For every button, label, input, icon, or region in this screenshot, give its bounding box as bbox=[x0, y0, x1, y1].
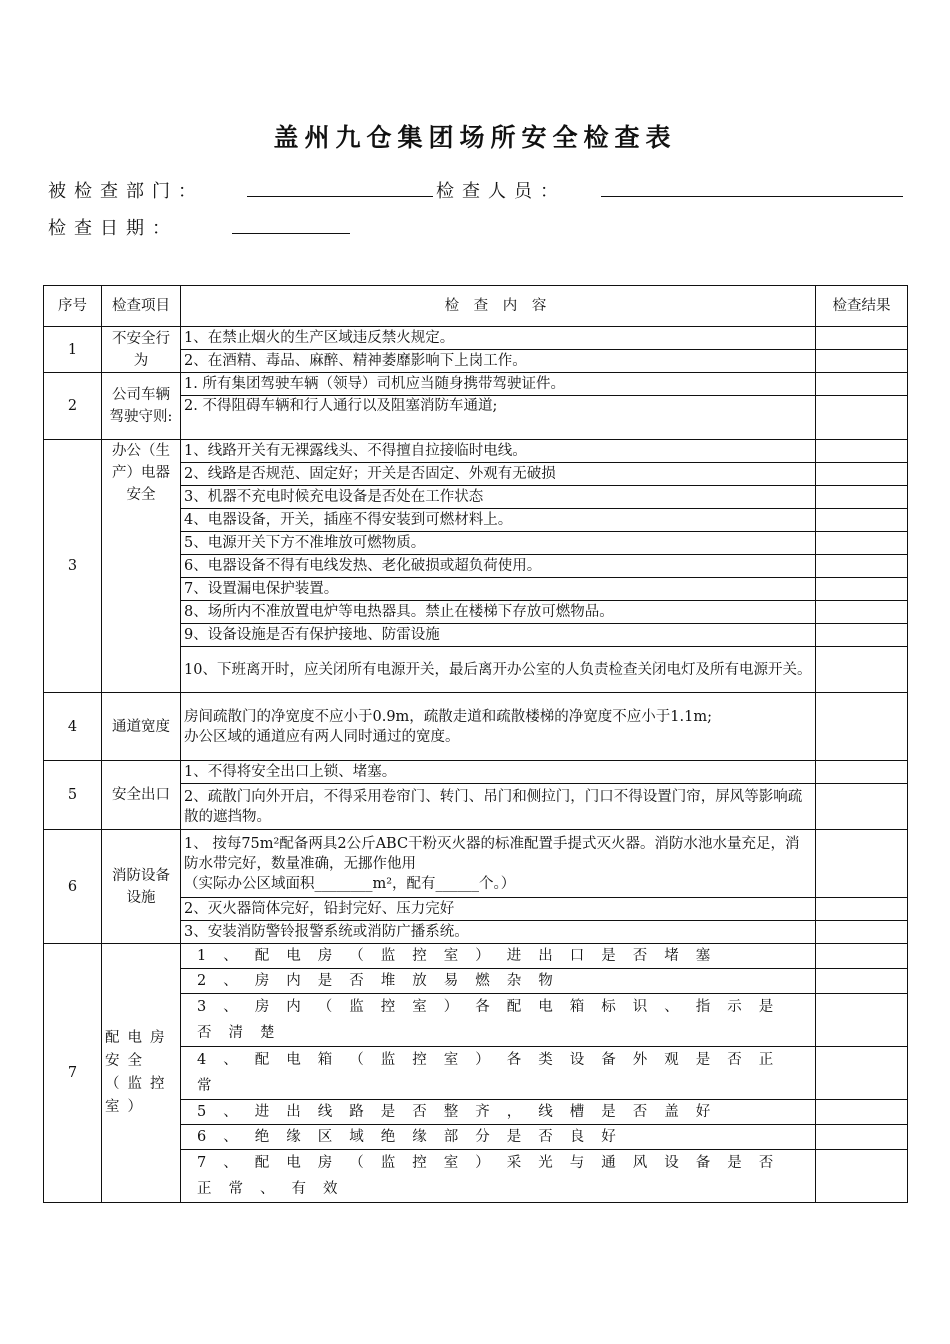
check-content: 2、房内是否堆放易燃杂物 bbox=[181, 969, 816, 994]
result-cell[interactable] bbox=[816, 994, 908, 1047]
check-content: 3、安装消防警铃报警系统或消防广播系统。 bbox=[181, 921, 816, 944]
table-row bbox=[44, 830, 908, 898]
result-cell[interactable] bbox=[816, 693, 908, 761]
check-item: 消防设备设施 bbox=[102, 830, 181, 944]
result-cell[interactable] bbox=[816, 1047, 908, 1100]
dept-field[interactable] bbox=[247, 196, 433, 197]
check-content: 房间疏散门的净宽度不应小于0.9m，疏散走道和疏散楼梯的净宽度不应小于1.1m; 办公区域的通道应有两人同时通过的宽度。 bbox=[181, 693, 816, 761]
check-content: 7、设置漏电保护装置。 bbox=[181, 578, 816, 601]
row-number: 7 bbox=[44, 944, 102, 1203]
result-cell[interactable] bbox=[816, 921, 908, 944]
table-row bbox=[44, 944, 908, 969]
check-content: 6、电器设备不得有电线发热、老化破损或超负荷使用。 bbox=[181, 555, 816, 578]
check-content: 5、进出线路是否整齐，线槽是否盖好 bbox=[181, 1100, 816, 1125]
check-item: 办公（生产）电器安全 bbox=[102, 440, 181, 693]
result-cell[interactable] bbox=[816, 350, 908, 373]
header-result: 检查结果 bbox=[816, 286, 908, 327]
check-content: 2、灭火器筒体完好，铅封完好、压力完好 bbox=[181, 898, 816, 921]
result-cell[interactable] bbox=[816, 1100, 908, 1125]
result-cell[interactable] bbox=[816, 578, 908, 601]
check-content: 1、 按每75m²配备两具2公斤ABC干粉灭火器的标准配置手提式灭火器。消防水池水量充足，消防水带完好，数量准确，无挪作他用 （实际办公区域面积________m²，配有______个。） bbox=[181, 830, 816, 898]
check-item: 安全出口 bbox=[102, 761, 181, 830]
header-content: 检 查 内 容 bbox=[181, 286, 816, 327]
check-content: 2、在酒精、毒品、麻醉、精神萎靡影响下上岗工作。 bbox=[181, 350, 816, 373]
header-no: 序号 bbox=[44, 286, 102, 327]
result-cell[interactable] bbox=[816, 601, 908, 624]
inspector-field[interactable] bbox=[601, 196, 903, 197]
table-row bbox=[44, 693, 908, 761]
table-row bbox=[44, 373, 908, 396]
check-content: 1、不得将安全出口上锁、堵塞。 bbox=[181, 761, 816, 784]
result-cell[interactable] bbox=[816, 624, 908, 647]
row-number: 3 bbox=[44, 440, 102, 693]
check-content: 5、电源开关下方不准堆放可燃物质。 bbox=[181, 532, 816, 555]
result-cell[interactable] bbox=[816, 555, 908, 578]
result-cell[interactable] bbox=[816, 969, 908, 994]
row-number: 6 bbox=[44, 830, 102, 944]
check-content: 6、绝缘区域绝缘部分是否良好 bbox=[181, 1125, 816, 1150]
row-number: 1 bbox=[44, 327, 102, 373]
check-content: 3、房内（监控室）各配电箱标识、指示是否清楚 bbox=[181, 994, 816, 1047]
result-cell[interactable] bbox=[816, 944, 908, 969]
row-number: 5 bbox=[44, 761, 102, 830]
row-number: 4 bbox=[44, 693, 102, 761]
check-content: 9、设备设施是否有保护接地、防雷设施 bbox=[181, 624, 816, 647]
check-content: 7、配电房（监控室）采光与通风设备是否正常、有效 bbox=[181, 1150, 816, 1203]
result-cell[interactable] bbox=[816, 898, 908, 921]
header-row bbox=[44, 286, 908, 327]
result-cell[interactable] bbox=[816, 830, 908, 898]
result-cell[interactable] bbox=[816, 1125, 908, 1150]
check-content: 1、配电房（监控室）进出口是否堵塞 bbox=[181, 944, 816, 969]
check-content: 1、线路开关有无裸露线头、不得擅自拉接临时电线。 bbox=[181, 440, 816, 463]
inspection-table bbox=[43, 285, 908, 1203]
date-label: 检查日期： bbox=[48, 218, 178, 239]
check-item: 通道宽度 bbox=[102, 693, 181, 761]
result-cell[interactable] bbox=[816, 327, 908, 350]
check-content: 10、下班离开时，应关闭所有电源开关，最后离开办公室的人负责检查关闭电灯及所有电源开关。 bbox=[181, 647, 816, 693]
inspector-label: 检查人员： bbox=[436, 181, 566, 202]
result-cell[interactable] bbox=[816, 1150, 908, 1203]
result-cell[interactable] bbox=[816, 373, 908, 396]
table-row bbox=[44, 761, 908, 784]
check-content: 2、疏散门向外开启，不得采用卷帘门、转门、吊门和侧拉门，门口不得设置门帘，屏风等影响疏散的遮挡物。 bbox=[181, 784, 816, 830]
check-content: 2. 不得阻碍车辆和行人通行以及阻塞消防车通道; bbox=[181, 396, 816, 440]
result-cell[interactable] bbox=[816, 486, 908, 509]
row-number: 2 bbox=[44, 373, 102, 440]
table-row bbox=[44, 327, 908, 350]
result-cell[interactable] bbox=[816, 532, 908, 555]
check-content: 2、线路是否规范、固定好；开关是否固定、外观有无破损 bbox=[181, 463, 816, 486]
check-content: 4、电器设备，开关，插座不得安装到可燃材料上。 bbox=[181, 509, 816, 532]
result-cell[interactable] bbox=[816, 509, 908, 532]
result-cell[interactable] bbox=[816, 463, 908, 486]
result-cell[interactable] bbox=[816, 761, 908, 784]
result-cell[interactable] bbox=[816, 440, 908, 463]
date-field[interactable] bbox=[232, 233, 350, 234]
header-item: 检查项目 bbox=[102, 286, 181, 327]
check-content: 3、机器不充电时候充电设备是否处在工作状态 bbox=[181, 486, 816, 509]
result-cell[interactable] bbox=[816, 784, 908, 830]
check-content: 1、在禁止烟火的生产区域违反禁火规定。 bbox=[181, 327, 816, 350]
check-content: 4、配电箱（监控室）各类设备外观是否正常 bbox=[181, 1047, 816, 1100]
page-title: 盖州九仓集团场所安全检查表 bbox=[273, 123, 677, 152]
table-row bbox=[44, 440, 908, 463]
dept-label: 被检查部门： bbox=[48, 181, 204, 202]
result-cell[interactable] bbox=[816, 647, 908, 693]
check-item: 配电房安全（监控室） bbox=[102, 944, 181, 1203]
check-item: 不安全行为 bbox=[102, 327, 181, 373]
result-cell[interactable] bbox=[816, 396, 908, 440]
check-content: 8、场所内不准放置电炉等电热器具。禁止在楼梯下存放可燃物品。 bbox=[181, 601, 816, 624]
check-content: 1. 所有集团驾驶车辆（领导）司机应当随身携带驾驶证件。 bbox=[181, 373, 816, 396]
check-item: 公司车辆驾驶守则: bbox=[102, 373, 181, 440]
